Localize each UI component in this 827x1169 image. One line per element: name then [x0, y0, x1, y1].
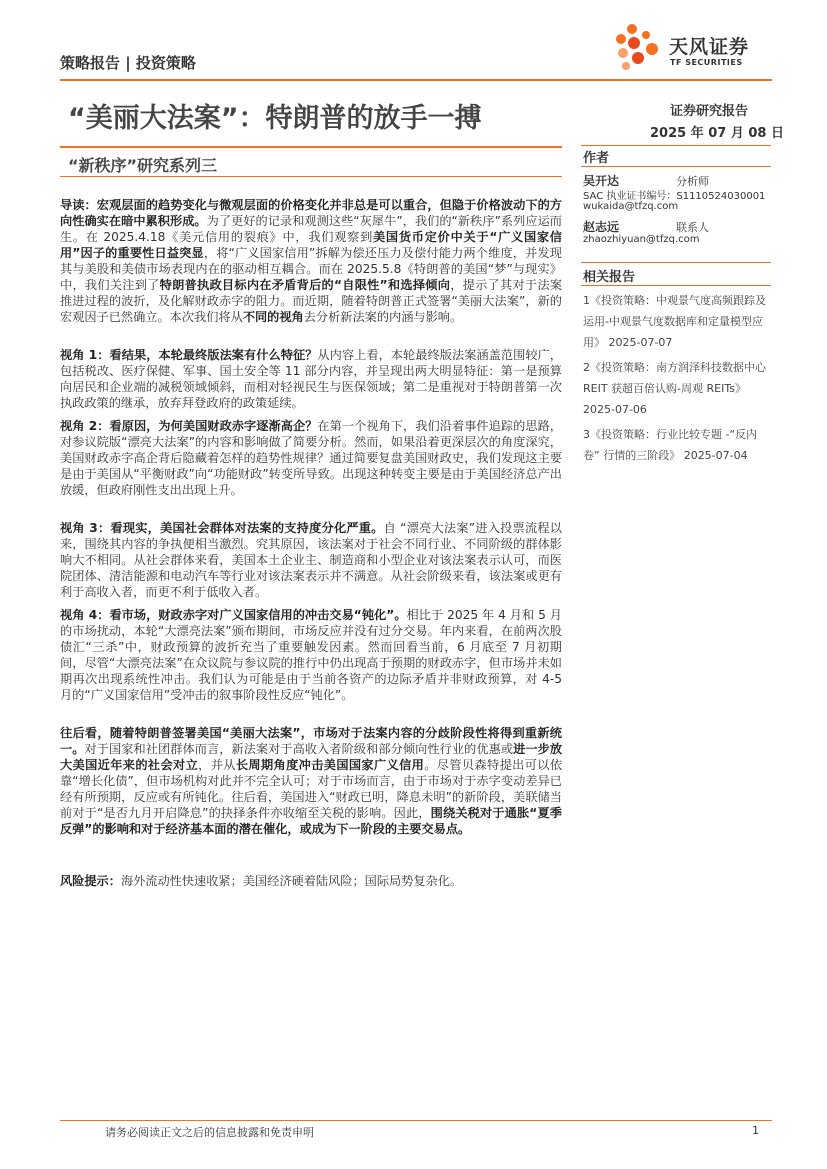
- perspective-3-paragraph: [60, 520, 562, 600]
- intro-text: 去分析新法案的内涵与影响。: [303, 310, 463, 324]
- footer-disclaimer: 请务必阅读正文之后的信息披露和免责申明: [105, 1126, 314, 1139]
- logo-text-cn: 天风证券: [669, 36, 750, 58]
- logo-mark-icon: [612, 22, 664, 72]
- intro-text: ，将“广义国家信用”拆解为偿还压力及偿付能力两个维度，并发现其与美股和美债市场表现内在的驱动相互耦合。而在 2025.5.8《特朗普的美国“梦”与现实》中，我们关注到了: [60, 246, 562, 292]
- authors-divider-bottom: [581, 166, 771, 167]
- report-title: “美丽大法案”：特朗普的放手一搏: [68, 103, 482, 134]
- outlook-text: ，并从: [198, 758, 236, 772]
- report-category: 策略报告 | 投资策略: [60, 54, 196, 72]
- intro-bold: 特朗普执政目标内在矛盾背后的“自限性”和选择倾向: [159, 278, 451, 292]
- perspective-1-text: 从内容上看，本轮最终版法案涵盖范围较广，包括税改、医疗保健、军事、国土安全等 11 部分内容，并呈现出两大明显特征：第一是预算向居民和企业端的减税领域倾斜，而相对轻视民生与医保领域；第二是重视对于特朗普第一次执政政策的继承，放弃拜登政府的政策延续。: [60, 348, 562, 410]
- outlook-bold: 往后看，随着特朗普签署美国“美丽大法案”，市场对于法案内容的分歧阶段性将得到重新统一。: [60, 726, 562, 756]
- perspective-4-paragraph: [60, 607, 562, 703]
- outlook-text: 对于国家和社团群体而言，新法案对于高收入者阶级和部分倾向性行业的优惠或: [84, 742, 514, 756]
- related-divider-bottom: [581, 285, 771, 286]
- outlook-bold: 长周期角度冲击美国国家广义信用: [235, 758, 425, 772]
- risk-paragraph: [60, 873, 562, 889]
- perspective-2-paragraph: [60, 418, 562, 498]
- intro-text: ，提示了其对于法案推进过程的波折，及化解财政赤字的阻力。而近期，随着特朗普正式签署“美丽大法案”，新的宏观因子已然确立。本次我们将从: [60, 278, 563, 324]
- intro-paragraph: [60, 197, 562, 325]
- header-divider: [60, 79, 772, 81]
- author-role: 分析师: [676, 175, 709, 188]
- intro-bold: 不同的视角: [242, 310, 304, 324]
- page-number: 1: [752, 1124, 759, 1137]
- author-role: 联系人: [676, 221, 709, 234]
- perspective-4-heading: 视角 4：看市场，财政赤字对广义国家信用的冲击交易“钝化”。: [60, 608, 407, 622]
- perspective-3-text: 自 “漂亮大法案”进入投票流程以来，围绕其内容的争执便相当激烈。究其原因，该法案对于社会不同行业、不同阶级的群体影响大不相同。从社会群体来看，美国本土企业主、制造商和小型企业对该法案表示认可，而医院团体、清洁能源和电动汽车等行业对该法案表示并不满意。从社会阶级来看，该法案或更有利于高收入者，而更不利于低收入者。: [60, 521, 562, 599]
- author-email[interactable]: wukaida@tfzq.com: [583, 201, 679, 212]
- perspective-2-text: 在第一个视角下，我们沿着事件追踪的思路，对参议院版“漂亮大法案”的内容和影响做了简要分析。然而，如果沿着更深层次的角度深究，美国财政赤字高企背后隐藏着怎样的趋势性规律？通过简要复盘美国财政史，我们发现这主要是由于美国从“平衡财政”向“功能财政”转变所导致。出现这种转变主要是由于美国经济总产出放缓，但政府刚性支出出现上升。: [60, 419, 562, 497]
- intro-bold: 导读：宏观层面的趋势变化与微观层面的价格变化并非总是可以重合，但隐于价格波动下的方向性确实在暗中累积形成。: [60, 198, 562, 228]
- subtitle-top-divider: [60, 146, 562, 148]
- outlook-text: 。尽管贝森特提出可以依靠“增长化债”，但市场机构对此并不完全认可；对于市场而言，由于市场对于赤字变动差异已经有所预期，反应或有所钝化。往后看，美国进入“财政已明，降息未明”的新阶段，美联储当前对于“是否九月开启降息”的抉择条件亦收缩至关税的影响。因此，: [60, 758, 563, 820]
- perspective-1-paragraph: [60, 347, 562, 411]
- authors-divider: [581, 145, 771, 146]
- perspective-1-heading: 视角 1：看结果，本轮最终版法案有什么特征？: [60, 348, 318, 362]
- outlook-paragraph: [60, 725, 562, 837]
- author-cert: SAC 执业证书编号：S1110524030001: [583, 191, 766, 202]
- risk-text: 海外流动性快速收紧；美国经济硬着陆风险；国际局势复杂化。: [120, 874, 463, 888]
- outlook-bold: 围绕关税对于通胀“夏季反弹”的影响和对于经济基本面的潜在催化，或成为下一阶段的主要交易点。: [60, 806, 562, 836]
- report-subtitle: “新秩序”研究系列三: [68, 156, 218, 175]
- related-report-item[interactable]: 3《投资策略：行业比较专题 -“反内卷” 行情的三阶段》 2025-07-04: [583, 428, 758, 462]
- footer-divider: [60, 1120, 772, 1121]
- related-reports-list: [583, 290, 773, 466]
- related-divider: [581, 262, 771, 263]
- subtitle-bottom-divider: [60, 176, 562, 177]
- intro-text: 为了更好的记录和观测这些“灰犀牛”，我们的“新秩序”系列应运而生。在 2025.4.18《美元信用的裂痕》中，我们观察到: [60, 214, 562, 244]
- outlook-bold: 进一步放大美国近年来的社会对立: [60, 742, 563, 772]
- report-type: 证券研究报告: [670, 104, 749, 119]
- perspective-2-heading: 视角 2：看原因，为何美国财政赤字逐渐高企？: [60, 419, 318, 433]
- perspective-4-text: 相比于 2025 年 4 月和 5 月的市场扰动，本轮“大漂亮法案”颁布期间，市场反应并没有过分交易。年内来看，在前两次股债汇“三杀”中，财政预算的波折充当了重要触发因素。然而回看当前，6 月底至 7 月初期间，尽管“大漂亮法案”在众议院与参议院的推行中仍出现高于预期的财政赤字，但市场并未如期再次出现系统性冲击。我们认为可能是由于当前各资产的边际矛盾并非财政预算，对 4-5 月的“广义国家信用”受冲击的叙事阶段性反应“钝化”。: [60, 608, 562, 702]
- related-report-item[interactable]: 1《投资策略：中观景气度高频跟踪及运用-中观景气度数据库和定量模型应用》 2025-07-07: [583, 294, 766, 349]
- related-heading: 相关报告: [583, 270, 636, 285]
- author-name: 赵志远: [583, 220, 620, 234]
- report-date: 2025 年 07 月 08 日: [650, 126, 784, 141]
- author-name: 吴开达: [583, 174, 620, 188]
- perspective-3-heading: 视角 3：看现实，美国社会群体对法案的支持度分化严重。: [60, 521, 384, 535]
- author-email[interactable]: zhaozhiyuan@tfzq.com: [583, 234, 700, 245]
- related-report-item[interactable]: 2《投资策略：南方润泽科技数据中心 REIT 获超百倍认购-周观 REITs》 2025-07-06: [583, 361, 766, 416]
- authors-heading: 作者: [583, 151, 610, 166]
- company-logo: [612, 22, 782, 72]
- risk-heading: 风险提示：: [60, 874, 121, 888]
- logo-text-en: TF SECURITIES: [670, 58, 743, 67]
- intro-bold: 美国货币定价中关于“广义国家信用”因子的重要性日益突显: [60, 230, 562, 260]
